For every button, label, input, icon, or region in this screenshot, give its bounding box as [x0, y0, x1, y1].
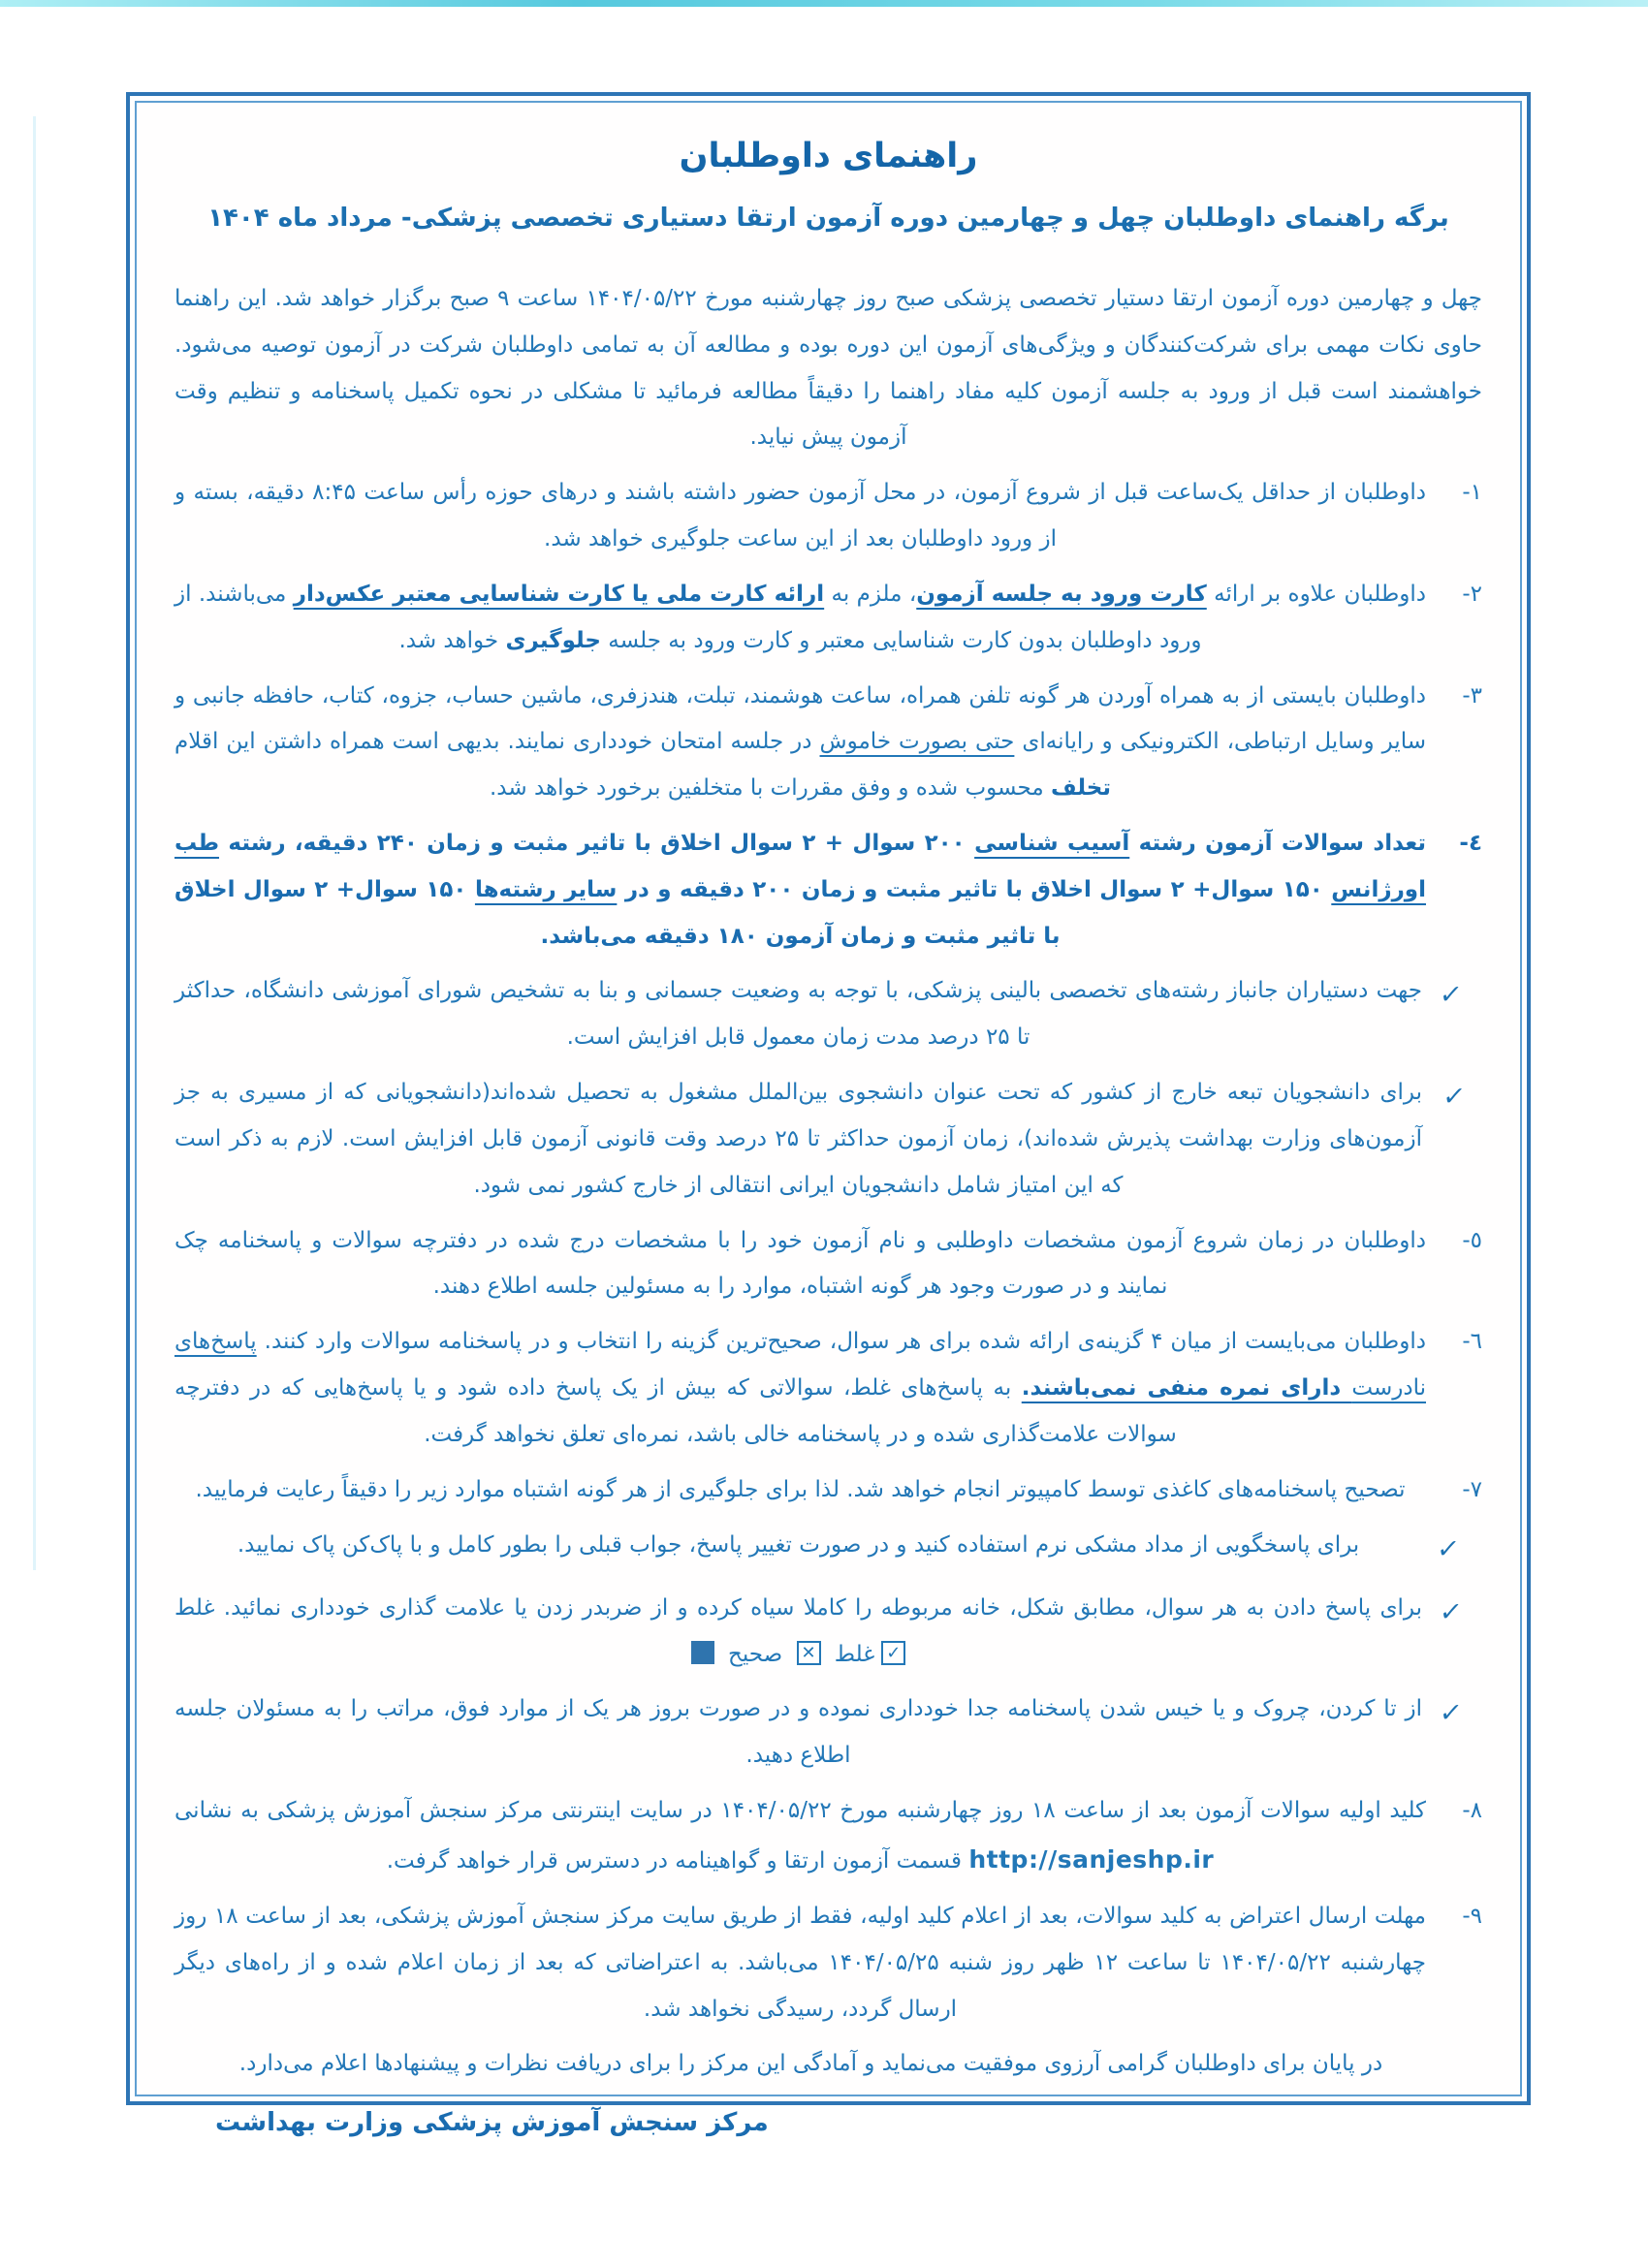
- text-run: ، ملزم به: [824, 581, 917, 607]
- guideline-item-3: [174, 674, 1482, 812]
- bold-run: تخلف: [1051, 775, 1111, 802]
- document-content: [130, 96, 1527, 2138]
- note-text: برای پاسخگویی از مداد مشکی نرم استفاده کنید و در صورت تغییر پاسخ، جواب قبلی را بطور کامل و با پاک‌کن پاک نمایید.: [237, 1531, 1360, 1558]
- note-text: جهت دستیاران جانباز رشته‌های تخصصی بالینی پزشکی، با توجه به وضعیت جسمانی و بنا به تشخیص شورای آموزشی دانشگاه، حداکثر تا ۲۵ درصد مدت زمان معمول قابل افزایش است.: [174, 978, 1422, 1051]
- guideline-item-7: [174, 1467, 1482, 1514]
- text-run: داوطلبان بایستی از به همراه آوردن هر گونه تلفن همراه، ساعت هوشمند، تبلت، هندزفری، ماشین حساب، جزوه، کتاب، حافظه جانبی و سایر وسایل ارتباطی، الکترونیکی و رایانه‌ای: [174, 682, 1426, 755]
- underlined-bold-run: آسیب شناسی: [974, 831, 1130, 856]
- text-run: خواهد شد.: [398, 627, 506, 653]
- note-item-answer-sheet-care: [174, 1686, 1482, 1780]
- text-run: محسوب شده و وفق مقررات با متخلفین برخورد خواهد شد.: [489, 775, 1051, 802]
- text-run: قسمت آزمون ارتقا و گواهینامه در دسترس قرار خواهد گرفت.: [386, 1847, 969, 1874]
- checkmark-icon: ✓: [1435, 1533, 1462, 1564]
- item-text: داوطلبان در زمان شروع آزمون مشخصات داوطلبی و نام آزمون خود را با مشخصات درج شده در دفترچه سوالات و پاسخنامه چک نمایند و در صورت وجود هر گونه اشتباه، موارد را به مسئولین جلسه اطلاع دهند.: [174, 1227, 1426, 1300]
- guideline-item-5: [174, 1218, 1482, 1311]
- item-text: مهلت ارسال اعتراض به کلید سوالات، بعد از اعلام کلید اولیه، فقط از طریق سایت مرکز سنجش آموزش پزشکی، بعد از ساعت ۱۸ روز چهارشنبه ۱۴۰۴/۰۵/۲۲ تا ساعت ۱۲ ظهر روز شنبه ۱۴۰۴/۰۵/۲۵ می‌باشد. به اعتراضاتی که بعد از زمان اعلام شده و از راه‌های دیگر ارسال گردد، رسیدگی نخواهد شد.: [174, 1903, 1427, 2022]
- underlined-bold-run: دارای نمره منفی نمی‌باشند.: [1021, 1375, 1352, 1402]
- underlined-run: پاسخ‌های نادرست: [174, 1329, 1426, 1402]
- page-subtitle: برگه راهنمای داوطلبان چهل و چهارمین دوره آزمون ارتقا دستیاری تخصصی پزشکی- مرداد ماه ۱۴۰۴: [207, 203, 1449, 233]
- text-run: داوطلبان علاوه بر ارائه: [1206, 581, 1426, 607]
- text-run: می‌باشند. از ورود داوطلبان بدون کارت شناسایی معتبر و کارت ورود به جلسه: [174, 581, 1202, 653]
- guideline-item-9: [174, 1894, 1482, 2032]
- checkbox-filled-icon: [691, 1641, 714, 1664]
- website-url: http://sanjeshp.ir: [968, 1844, 1215, 1874]
- bold-run: جلوگیری: [505, 627, 601, 653]
- text-run: تعداد سوالات آزمون رشته: [1129, 831, 1426, 856]
- item-number: ۸-: [1462, 1798, 1482, 1824]
- note-item-veteran-residents: [174, 968, 1482, 1061]
- checkmark-icon: ✓: [1438, 980, 1465, 1011]
- correct-label: صحیح: [720, 1641, 790, 1667]
- wrong-label: غلط: [827, 1641, 875, 1667]
- guideline-item-2: [174, 572, 1482, 665]
- scan-top-edge: [0, 0, 1648, 7]
- checkbox-checked-icon: ✓: [881, 1641, 905, 1665]
- underlined-bold-run: طب اورژانس: [174, 831, 1426, 902]
- intro-paragraph: چهل و چهارمین دوره آزمون ارتقا دستیار تخصصی پزشکی صبح روز چهارشنبه مورخ ۱۴۰۴/۰۵/۲۲ ساعت ۹ صبح برگزار خواهد شد. این راهنما حاوی نکات مهمی برای شرکت‌کنندگان و ویژگی‌های آزمون این دوره بوده و مطالعه آن به تمامی داوطلبان شرکت در آزمون توصیه می‌شود. خواهشمند است قبل از ورود به جلسه آزمون کلیه مفاد راهنما را دقیقاً مطالعه فرمائید تا مشکلی در نحوه تکمیل پاسخنامه و تنظیم وقت آزمون پیش نیاید.: [174, 285, 1482, 451]
- note-item-pencil: [174, 1523, 1482, 1577]
- scan-artifact-line: [33, 116, 36, 1570]
- item-number: ٥-: [1462, 1227, 1482, 1253]
- text-run: ۱۵۰ سوال+ ۲ سوال اخلاق با تاثیر مثبت و زمان آزمون ۱۸۰ دقیقه می‌باشد.: [174, 876, 1061, 949]
- underlined-bold-run: کارت ورود به جلسه آزمون: [916, 581, 1207, 607]
- footer-signature: مرکز سنجش آموزش پزشکی وزارت بهداشت: [215, 2108, 769, 2138]
- item-number: ٦-: [1462, 1329, 1482, 1355]
- closing-paragraph: در پایان برای داوطلبان گرامی آرزوی موفقیت می‌نماید و آمادگی این مرکز را برای دریافت نظرات و پیشنهادها اعلام می‌دارد.: [238, 2051, 1383, 2077]
- item-text: [174, 1788, 1426, 1885]
- item-text: [174, 572, 1426, 665]
- text-run: به پاسخ‌های غلط، سوالاتی که بیش از یک پاسخ داده شود و یا پاسخ‌هایی که در دفترچه سوالات علامت‌گذاری شده و در پاسخنامه خالی باشد، نمره‌ای تعلق نخواهد گرفت.: [174, 1375, 1177, 1447]
- item-text: [174, 674, 1426, 812]
- underlined-bold-run: سایر رشته‌ها: [474, 876, 618, 902]
- text-run: در جلسه امتحان خودداری نمایند. بدیهی است همراه داشتن این اقلام: [174, 729, 820, 755]
- note-text: [174, 1586, 1422, 1679]
- page-title: راهنمای داوطلبان: [679, 137, 978, 175]
- item-text: تصحیح پاسخنامه‌های کاغذی توسط کامپیوتر انجام خواهد شد. لذا برای جلوگیری از هر گونه اشتباه موارد زیر را دقیقاً رعایت فرمایید.: [195, 1476, 1406, 1502]
- text-run: ۲۰۰ سوال + ۲ سوال اخلاق با تاثیر مثبت و زمان ۲۴۰ دقیقه، رشته: [219, 831, 975, 856]
- checkmark-icon: ✓: [1438, 1596, 1465, 1627]
- checkmark-icon: ✓: [1441, 1082, 1468, 1113]
- text-run: داوطلبان می‌بایست از میان ۴ گزینه‌ی ارائه شده برای هر سوال، صحیح‌ترین گزینه را انتخاب و در پاسخنامه سوالات وارد کنند.: [256, 1329, 1426, 1355]
- text-run: ۱۵۰ سوال+ ۲ سوال اخلاق با تاثیر مثبت و زمان ۲۰۰ دقیقه و در: [617, 876, 1332, 902]
- item-number: ۷-: [1462, 1476, 1482, 1502]
- checkbox-crossed-icon: ✕: [797, 1641, 821, 1665]
- guideline-item-8: [174, 1788, 1482, 1885]
- item-number: ۲-: [1462, 581, 1482, 607]
- guideline-item-1: [174, 470, 1482, 563]
- note-item-international-students: [174, 1070, 1482, 1209]
- item-text: داوطلبان از حداقل یک‌ساعت قبل از شروع آزمون، در محل آزمون حضور داشته باشند و درهای حوزه رأس ساعت ۸:۴۵ دقیقه، بسته و از ورود داوطلبان بعد از این ساعت جلوگیری خواهد شد.: [174, 480, 1426, 552]
- item-number: ۱-: [1462, 480, 1482, 506]
- item-text: [174, 1319, 1426, 1458]
- checkmark-icon: ✓: [1438, 1698, 1465, 1729]
- item-text: [174, 821, 1426, 960]
- note-text: از تا کردن، چروک و یا خیس شدن پاسخنامه جدا خودداری نموده و در صورت بروز هر یک از موارد فوق، مراتب را به مسئولان جلسه اطلاع دهید.: [174, 1696, 1422, 1769]
- item-number: ۳-: [1462, 682, 1482, 709]
- item-number: ٤-: [1459, 831, 1482, 856]
- underlined-bold-run: ارائه کارت ملی یا کارت شناسایی معتبر عکس‌دار: [293, 581, 825, 607]
- note-text: برای دانشجویان تبعه خارج از کشور که تحت عنوان دانشجوی بین‌الملل مشغول به تحصیل شده‌اند(دانشجویانی که از مسیری به جز آزمون‌های وزارت بهداشت پذیرش شده‌اند)، زمان آزمون حداکثر تا ۲۵ درصد وقت قانونی آزمون قابل افزایش است. لازم به ذکر است که این امتیاز شامل دانشجویان ایرانی انتقالی از خارج کشور نمی شود.: [174, 1080, 1422, 1198]
- text-run: برای پاسخ دادن به هر سوال، مطابق شکل، خانه مربوطه را کاملا سیاه کرده و از ضربدر زدن یا علامت گذاری خودداری نمائید. غلط: [174, 1594, 1422, 1621]
- guideline-item-6: [174, 1319, 1482, 1458]
- guideline-item-4: [174, 821, 1482, 960]
- note-item-fill-box: [174, 1586, 1482, 1679]
- page-frame: [126, 92, 1531, 2138]
- underlined-run: حتی بصورت خاموش: [819, 729, 1015, 755]
- text-run: کلید اولیه سوالات آزمون بعد از ساعت ۱۸ روز چهارشنبه مورخ ۱۴۰۴/۰۵/۲۲ در سایت اینترنتی مرکز سنجش آموزش پزشکی به نشانی: [174, 1798, 1427, 1824]
- item-number: ۹-: [1462, 1903, 1482, 1929]
